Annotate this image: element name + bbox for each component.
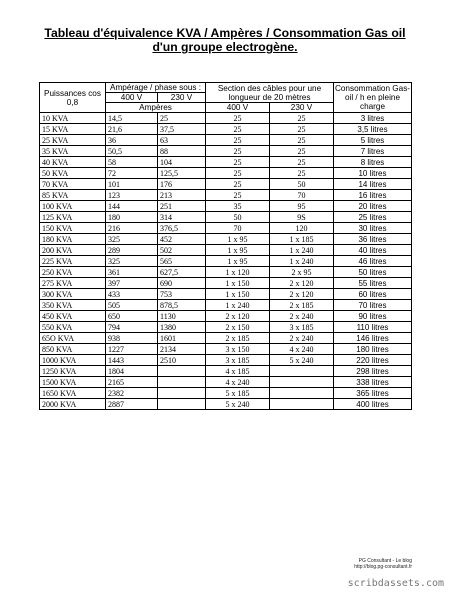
cell-puissance: 85 KVA bbox=[40, 190, 106, 201]
cell-consommation: 220 litres bbox=[334, 355, 412, 366]
cell-consommation: 46 litres bbox=[334, 256, 412, 267]
cell-section-230v: 2 x 95 bbox=[270, 267, 334, 278]
cell-puissance: 125 KVA bbox=[40, 212, 106, 223]
cell-consommation: 50 litres bbox=[334, 267, 412, 278]
cell-consommation: 110 litres bbox=[334, 322, 412, 333]
cell-puissance: 50 KVA bbox=[40, 168, 106, 179]
cell-amperes-400v: 14,5 bbox=[106, 113, 158, 124]
cell-amperes-230v: 878,5 bbox=[158, 300, 206, 311]
cell-section-230v: 120 bbox=[270, 223, 334, 234]
page-title bbox=[0, 26, 450, 54]
cell-amperes-230v: 452 bbox=[158, 234, 206, 245]
cell-section-400v: 2 x 150 bbox=[206, 322, 270, 333]
table-row bbox=[40, 113, 412, 124]
header-amperes: Ampères bbox=[106, 103, 206, 113]
cell-section-400v: 1 x 95 bbox=[206, 256, 270, 267]
cell-consommation: 10 litres bbox=[334, 168, 412, 179]
table-row bbox=[40, 377, 412, 388]
cell-amperes-400v: 505 bbox=[106, 300, 158, 311]
header-amp-400v: 400 V bbox=[106, 93, 158, 103]
table-row bbox=[40, 190, 412, 201]
table-row bbox=[40, 256, 412, 267]
cell-consommation: 40 litres bbox=[334, 245, 412, 256]
table-row bbox=[40, 300, 412, 311]
table-header bbox=[40, 83, 412, 113]
table-row bbox=[40, 267, 412, 278]
cell-consommation: 365 litres bbox=[334, 388, 412, 399]
cell-amperes-400v: 58 bbox=[106, 157, 158, 168]
table-body bbox=[40, 113, 412, 410]
cell-amperes-400v: 433 bbox=[106, 289, 158, 300]
header-consommation: Consommation Gas-oil / h en pleine charge bbox=[334, 84, 411, 111]
cell-section-400v: 25 bbox=[206, 190, 270, 201]
cell-puissance: 350 KVA bbox=[40, 300, 106, 311]
header-section-230v: 230 V bbox=[270, 103, 334, 113]
cell-puissance: 275 KVA bbox=[40, 278, 106, 289]
cell-section-400v: 1 x 240 bbox=[206, 300, 270, 311]
cell-consommation: 338 litres bbox=[334, 377, 412, 388]
cell-section-400v: 5 x 185 bbox=[206, 388, 270, 399]
cell-amperes-400v: 325 bbox=[106, 256, 158, 267]
cell-amperes-230v: 627,5 bbox=[158, 267, 206, 278]
cell-section-400v: 3 x 150 bbox=[206, 344, 270, 355]
table-row bbox=[40, 355, 412, 366]
cell-section-400v: 2 x 185 bbox=[206, 333, 270, 344]
cell-consommation: 3 litres bbox=[334, 113, 412, 124]
cell-section-230v: 70 bbox=[270, 190, 334, 201]
cell-puissance: 850 KVA bbox=[40, 344, 106, 355]
table-row bbox=[40, 201, 412, 212]
cell-consommation: 8 litres bbox=[334, 157, 412, 168]
cell-amperes-230v: 176 bbox=[158, 179, 206, 190]
cell-section-400v: 25 bbox=[206, 146, 270, 157]
cell-section-400v: 35 bbox=[206, 201, 270, 212]
cell-puissance: 150 KVA bbox=[40, 223, 106, 234]
table-row bbox=[40, 399, 412, 410]
cell-consommation: 298 litres bbox=[334, 366, 412, 377]
cell-section-400v: 25 bbox=[206, 135, 270, 146]
table-row bbox=[40, 278, 412, 289]
cell-amperes-230v: 565 bbox=[158, 256, 206, 267]
cell-section-230v: 95 bbox=[270, 201, 334, 212]
cell-puissance: 10 KVA bbox=[40, 113, 106, 124]
table-row bbox=[40, 322, 412, 333]
cell-amperes-230v: 314 bbox=[158, 212, 206, 223]
cell-amperes-400v: 123 bbox=[106, 190, 158, 201]
cell-puissance: 40 KVA bbox=[40, 157, 106, 168]
header-amp-230v: 230 V bbox=[158, 93, 206, 103]
cell-consommation: 25 litres bbox=[334, 212, 412, 223]
cell-amperes-230v: 2134 bbox=[158, 344, 206, 355]
cell-section-400v: 5 x 240 bbox=[206, 399, 270, 410]
cell-amperes-230v: 753 bbox=[158, 289, 206, 300]
cell-amperes-400v: 21,6 bbox=[106, 124, 158, 135]
cell-section-230v: 4 x 240 bbox=[270, 344, 334, 355]
cell-section-400v: 1 x 95 bbox=[206, 234, 270, 245]
cell-amperes-400v: 50,5 bbox=[106, 146, 158, 157]
cell-puissance: 1000 KVA bbox=[40, 355, 106, 366]
header-puissances: Puissances cos 0,8 bbox=[40, 83, 106, 113]
table-row bbox=[40, 245, 412, 256]
cell-puissance: 200 KVA bbox=[40, 245, 106, 256]
equivalence-table bbox=[39, 82, 412, 410]
footer-blog-url: http://blog.pg-consultant.fr bbox=[354, 564, 412, 570]
cell-amperes-400v: 2165 bbox=[106, 377, 158, 388]
cell-amperes-230v: 1601 bbox=[158, 333, 206, 344]
cell-section-400v: 25 bbox=[206, 179, 270, 190]
cell-consommation: 30 litres bbox=[334, 223, 412, 234]
cell-amperes-230v: 251 bbox=[158, 201, 206, 212]
header-amperage: Ampérage / phase sous : bbox=[106, 83, 206, 93]
cell-puissance: 70 KVA bbox=[40, 179, 106, 190]
cell-amperes-400v: 938 bbox=[106, 333, 158, 344]
cell-consommation: 90 litres bbox=[334, 311, 412, 322]
cell-section-400v: 4 x 185 bbox=[206, 366, 270, 377]
cell-section-230v: 9S bbox=[270, 212, 334, 223]
cell-section-400v: 1 x 150 bbox=[206, 278, 270, 289]
cell-section-230v: 25 bbox=[270, 157, 334, 168]
cell-amperes-400v: 1227 bbox=[106, 344, 158, 355]
table-row bbox=[40, 366, 412, 377]
cell-section-230v: 2 x 240 bbox=[270, 333, 334, 344]
cell-section-230v: 25 bbox=[270, 113, 334, 124]
cell-consommation: 60 litres bbox=[334, 289, 412, 300]
cell-section-400v: 1 x 150 bbox=[206, 289, 270, 300]
cell-amperes-400v: 180 bbox=[106, 212, 158, 223]
cell-puissance: 1250 KVA bbox=[40, 366, 106, 377]
table-row bbox=[40, 223, 412, 234]
cell-section-400v: 25 bbox=[206, 168, 270, 179]
cell-section-230v: 25 bbox=[270, 124, 334, 135]
table-row bbox=[40, 311, 412, 322]
cell-puissance: 25 KVA bbox=[40, 135, 106, 146]
cell-amperes-400v: 397 bbox=[106, 278, 158, 289]
cell-amperes-230v: 63 bbox=[158, 135, 206, 146]
cell-section-230v: 1 x 240 bbox=[270, 256, 334, 267]
footer-blog-name: PG Consultant - Le blog bbox=[358, 558, 412, 564]
cell-puissance: 180 KVA bbox=[40, 234, 106, 245]
title-line-1: Tableau d'équivalence KVA / Ampères / Consommation Gas oil bbox=[44, 26, 406, 40]
cell-amperes-400v: 72 bbox=[106, 168, 158, 179]
table-row bbox=[40, 212, 412, 223]
cell-section-230v: 2 x 185 bbox=[270, 300, 334, 311]
cell-section-230v: 25 bbox=[270, 135, 334, 146]
cell-section-230v: 2 x 120 bbox=[270, 278, 334, 289]
cell-amperes-230v: 37,5 bbox=[158, 124, 206, 135]
cell-puissance: 2000 KVA bbox=[40, 399, 106, 410]
footer bbox=[354, 558, 412, 570]
cell-amperes-400v: 144 bbox=[106, 201, 158, 212]
cell-section-400v: 1 x 120 bbox=[206, 267, 270, 278]
cell-section-230v bbox=[270, 388, 334, 399]
cell-amperes-230v: 25 bbox=[158, 113, 206, 124]
cell-amperes-230v: 104 bbox=[158, 157, 206, 168]
cell-amperes-400v: 1804 bbox=[106, 366, 158, 377]
cell-section-400v: 70 bbox=[206, 223, 270, 234]
cell-section-400v: 2 x 120 bbox=[206, 311, 270, 322]
table-row bbox=[40, 157, 412, 168]
cell-section-230v: 3 x 185 bbox=[270, 322, 334, 333]
cell-amperes-230v: 1380 bbox=[158, 322, 206, 333]
cell-amperes-230v bbox=[158, 399, 206, 410]
cell-section-400v: 1 x 95 bbox=[206, 245, 270, 256]
cell-consommation: 7 litres bbox=[334, 146, 412, 157]
cell-puissance: 100 KVA bbox=[40, 201, 106, 212]
cell-amperes-400v: 1443 bbox=[106, 355, 158, 366]
cell-amperes-230v: 502 bbox=[158, 245, 206, 256]
cell-amperes-230v: 125,5 bbox=[158, 168, 206, 179]
cell-amperes-230v: 2510 bbox=[158, 355, 206, 366]
header-section-400v: 400 V bbox=[206, 103, 270, 113]
table-row bbox=[40, 168, 412, 179]
cell-puissance: 225 KVA bbox=[40, 256, 106, 267]
cell-amperes-400v: 325 bbox=[106, 234, 158, 245]
cell-section-230v: 25 bbox=[270, 146, 334, 157]
cell-puissance: 300 KVA bbox=[40, 289, 106, 300]
cell-puissance: 1650 KVA bbox=[40, 388, 106, 399]
cell-section-400v: 25 bbox=[206, 124, 270, 135]
watermark: scribdassets.com bbox=[347, 578, 444, 589]
table-row bbox=[40, 146, 412, 157]
cell-consommation: 20 litres bbox=[334, 201, 412, 212]
cell-consommation: 180 litres bbox=[334, 344, 412, 355]
cell-puissance: 450 KVA bbox=[40, 311, 106, 322]
cell-section-400v: 25 bbox=[206, 113, 270, 124]
cell-amperes-230v: 690 bbox=[158, 278, 206, 289]
cell-amperes-400v: 216 bbox=[106, 223, 158, 234]
cell-amperes-230v: 1130 bbox=[158, 311, 206, 322]
cell-amperes-230v bbox=[158, 388, 206, 399]
cell-section-400v: 4 x 240 bbox=[206, 377, 270, 388]
cell-amperes-400v: 101 bbox=[106, 179, 158, 190]
cell-amperes-230v bbox=[158, 377, 206, 388]
cell-section-400v: 3 x 185 bbox=[206, 355, 270, 366]
cell-consommation: 55 litres bbox=[334, 278, 412, 289]
cell-section-400v: 50 bbox=[206, 212, 270, 223]
cell-section-230v: 1 x 240 bbox=[270, 245, 334, 256]
table-row bbox=[40, 388, 412, 399]
table-row bbox=[40, 289, 412, 300]
cell-amperes-230v bbox=[158, 366, 206, 377]
cell-section-230v: 25 bbox=[270, 168, 334, 179]
cell-section-230v: 50 bbox=[270, 179, 334, 190]
cell-consommation: 146 litres bbox=[334, 333, 412, 344]
cell-consommation: 400 litres bbox=[334, 399, 412, 410]
cell-section-230v: 2 x 120 bbox=[270, 289, 334, 300]
cell-section-230v: 1 x 185 bbox=[270, 234, 334, 245]
table-row bbox=[40, 333, 412, 344]
cell-consommation: 16 litres bbox=[334, 190, 412, 201]
cell-consommation: 36 litres bbox=[334, 234, 412, 245]
table-row bbox=[40, 135, 412, 146]
cell-section-230v bbox=[270, 366, 334, 377]
cell-amperes-400v: 361 bbox=[106, 267, 158, 278]
cell-consommation: 14 litres bbox=[334, 179, 412, 190]
cell-amperes-230v: 213 bbox=[158, 190, 206, 201]
cell-puissance: 15 KVA bbox=[40, 124, 106, 135]
cell-section-230v bbox=[270, 399, 334, 410]
cell-puissance: 250 KVA bbox=[40, 267, 106, 278]
cell-amperes-230v: 376,5 bbox=[158, 223, 206, 234]
cell-amperes-230v: 88 bbox=[158, 146, 206, 157]
table-row bbox=[40, 344, 412, 355]
title-line-2: d'un groupe electrogène. bbox=[152, 40, 298, 54]
cell-amperes-400v: 289 bbox=[106, 245, 158, 256]
cell-section-230v: 5 x 240 bbox=[270, 355, 334, 366]
cell-puissance: 35 KVA bbox=[40, 146, 106, 157]
cell-amperes-400v: 794 bbox=[106, 322, 158, 333]
cell-consommation: 5 litres bbox=[334, 135, 412, 146]
cell-puissance: 65O KVA bbox=[40, 333, 106, 344]
cell-amperes-400v: 36 bbox=[106, 135, 158, 146]
table-row bbox=[40, 179, 412, 190]
header-section-cables: Section des câbles pour une longueur de 20 mètres bbox=[206, 83, 334, 103]
table-row bbox=[40, 234, 412, 245]
cell-amperes-400v: 650 bbox=[106, 311, 158, 322]
cell-puissance: 550 KVA bbox=[40, 322, 106, 333]
table-row bbox=[40, 124, 412, 135]
cell-section-400v: 25 bbox=[206, 157, 270, 168]
cell-amperes-400v: 2887 bbox=[106, 399, 158, 410]
cell-consommation: 70 litres bbox=[334, 300, 412, 311]
cell-section-230v bbox=[270, 377, 334, 388]
cell-amperes-400v: 2382 bbox=[106, 388, 158, 399]
cell-puissance: 1500 KVA bbox=[40, 377, 106, 388]
cell-section-230v: 2 x 240 bbox=[270, 311, 334, 322]
cell-consommation: 3,5 litres bbox=[334, 124, 412, 135]
